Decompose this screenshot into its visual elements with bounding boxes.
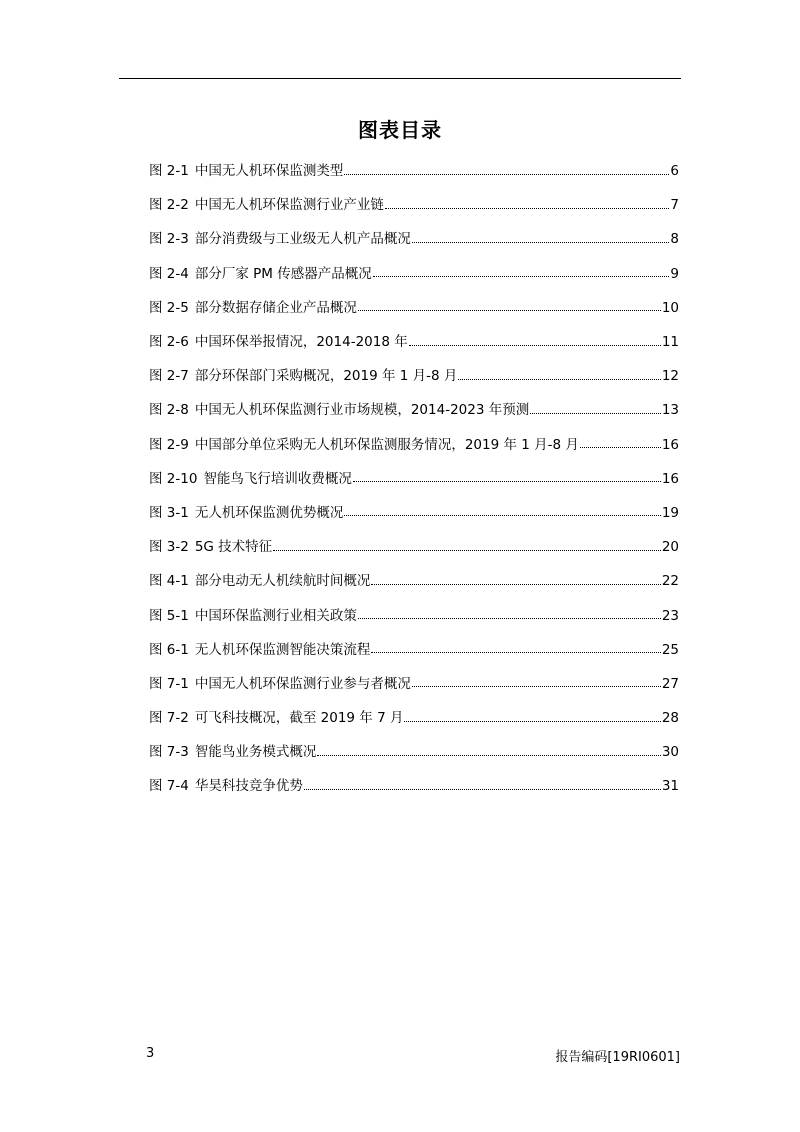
- page-reference: 11: [661, 334, 679, 351]
- toc-entry-label: [149, 537, 272, 557]
- toc-entry-label: [149, 366, 457, 386]
- dot-leader: [358, 618, 661, 619]
- toc-entry-label: [149, 332, 408, 352]
- figure-number: 图 2-5: [149, 299, 189, 316]
- dot-leader: [412, 686, 661, 687]
- toc-entry[interactable]: [149, 188, 679, 222]
- figure-title: 中国无人机环保监测行业参与者概况: [194, 675, 411, 692]
- figure-number: 图 2-3: [149, 231, 189, 248]
- page-reference: 28: [661, 710, 679, 727]
- dot-leader: [317, 755, 660, 756]
- dot-leader: [273, 550, 661, 551]
- dot-leader: [385, 208, 670, 209]
- figure-number: 图 2-8: [149, 402, 189, 419]
- toc-entry-label: [149, 571, 370, 591]
- dot-leader: [404, 721, 660, 722]
- figure-title: 智能鸟业务模式概况: [194, 744, 317, 761]
- figure-title: 华昊科技竞争优势: [194, 778, 303, 795]
- figure-toc-list: [149, 154, 679, 804]
- toc-entry[interactable]: [149, 462, 679, 496]
- figure-number: 图 4-1: [149, 573, 189, 590]
- figure-title: 部分消费级与工业级无人机产品概况: [194, 231, 411, 248]
- figure-title: 中国环保举报情况，2014-2018 年: [194, 334, 408, 351]
- toc-entry-label: [149, 264, 372, 284]
- figure-number: 图 7-1: [149, 675, 189, 692]
- figure-title: 中国无人机环保监测行业市场规模，2014-2023 年预测: [194, 402, 530, 419]
- page-reference: 8: [670, 231, 679, 248]
- figure-number: 图 3-2: [149, 539, 189, 556]
- toc-entry[interactable]: [149, 769, 679, 803]
- toc-entry[interactable]: [149, 325, 679, 359]
- figure-title: 中国部分单位采购无人机环保监测服务情况，2019 年 1 月-8 月: [194, 436, 579, 453]
- toc-entry-label: [149, 469, 352, 489]
- toc-entry[interactable]: [149, 359, 679, 393]
- toc-entry[interactable]: [149, 598, 679, 632]
- figure-number: 图 2-6: [149, 334, 189, 351]
- figure-title: 无人机环保监测智能决策流程: [194, 641, 371, 658]
- page-reference: 16: [661, 436, 679, 453]
- page-reference: 7: [670, 197, 679, 214]
- toc-entry[interactable]: [149, 530, 679, 564]
- dot-leader: [412, 242, 670, 243]
- figure-number: 图 2-10: [149, 470, 198, 487]
- page-reference: 31: [661, 778, 679, 795]
- toc-entry[interactable]: [149, 291, 679, 325]
- page-reference: 16: [661, 470, 679, 487]
- toc-entry-label: [149, 776, 303, 796]
- toc-entry[interactable]: [149, 633, 679, 667]
- toc-entry-label: [149, 229, 411, 249]
- page-reference: 30: [661, 744, 679, 761]
- page-reference: 12: [661, 368, 679, 385]
- figure-number: 图 7-4: [149, 778, 189, 795]
- dot-leader: [371, 652, 660, 653]
- dot-leader: [371, 584, 660, 585]
- dot-leader: [580, 447, 661, 448]
- figure-number: 图 2-7: [149, 368, 189, 385]
- toc-entry[interactable]: [149, 701, 679, 735]
- toc-entry[interactable]: [149, 154, 679, 188]
- toc-entry[interactable]: [149, 393, 679, 427]
- figure-title: 智能鸟飞行培训收费概况: [203, 470, 352, 487]
- toc-entry-label: [149, 674, 411, 694]
- toc-entry-label: [149, 161, 343, 181]
- figure-number: 图 7-3: [149, 744, 189, 761]
- page-reference: 27: [661, 675, 679, 692]
- figure-title: 中国无人机环保监测行业产业链: [194, 197, 384, 214]
- page-reference: 22: [661, 573, 679, 590]
- figure-number: 图 2-1: [149, 163, 189, 180]
- figure-title: 部分环保部门采购概况，2019 年 1 月-8 月: [194, 368, 458, 385]
- toc-entry-label: [149, 742, 316, 762]
- figure-title: 部分电动无人机续航时间概况: [194, 573, 371, 590]
- page-reference: 13: [661, 402, 679, 419]
- dot-leader: [530, 413, 661, 414]
- toc-entry[interactable]: [149, 667, 679, 701]
- footer-report-code: 报告编码[19RI0601]: [555, 1050, 680, 1065]
- dot-leader: [409, 345, 661, 346]
- footer-page-number: 3: [146, 1046, 155, 1061]
- toc-entry-label: [149, 606, 357, 626]
- toc-entry-label: [149, 708, 403, 728]
- dot-leader: [358, 310, 661, 311]
- page-reference: 20: [661, 539, 679, 556]
- figure-title: 可飞科技概况，截至 2019 年 7 月: [194, 710, 404, 727]
- page-reference: 19: [661, 504, 679, 521]
- figure-number: 图 6-1: [149, 641, 189, 658]
- toc-entry-label: [149, 435, 579, 455]
- toc-entry[interactable]: [149, 496, 679, 530]
- toc-entry-label: [149, 640, 370, 660]
- toc-entry-label: [149, 503, 343, 523]
- figure-number: 图 2-2: [149, 197, 189, 214]
- figure-title: 无人机环保监测优势概况: [194, 504, 344, 521]
- toc-entry-label: [149, 400, 529, 420]
- dot-leader: [344, 515, 660, 516]
- figure-title: 中国无人机环保监测类型: [194, 163, 344, 180]
- page-reference: 6: [670, 163, 679, 180]
- toc-entry[interactable]: [149, 735, 679, 769]
- toc-entry[interactable]: [149, 222, 679, 256]
- toc-entry-label: [149, 195, 384, 215]
- page-title: 图表目录: [358, 118, 442, 142]
- figure-title: 中国环保监测行业相关政策: [194, 607, 357, 624]
- page-reference: 23: [661, 607, 679, 624]
- toc-entry-label: [149, 298, 357, 318]
- dot-leader: [373, 276, 670, 277]
- figure-title: 部分厂家 PM 传感器产品概况: [194, 265, 372, 282]
- dot-leader: [344, 174, 669, 175]
- toc-entry[interactable]: [149, 428, 679, 462]
- figure-number: 图 2-4: [149, 265, 189, 282]
- figure-number: 图 3-1: [149, 504, 189, 521]
- toc-entry[interactable]: [149, 564, 679, 598]
- dot-leader: [353, 481, 661, 482]
- figure-title: 部分数据存储企业产品概况: [194, 299, 357, 316]
- figure-number: 图 2-9: [149, 436, 189, 453]
- page-reference: 10: [661, 299, 679, 316]
- page-reference: 25: [661, 641, 679, 658]
- dot-leader: [304, 789, 661, 790]
- figure-number: 图 7-2: [149, 710, 189, 727]
- page-reference: 9: [670, 265, 679, 282]
- figure-number: 图 5-1: [149, 607, 189, 624]
- figure-title: 5G 技术特征: [194, 539, 273, 556]
- toc-entry[interactable]: [149, 257, 679, 291]
- header-divider: [119, 78, 681, 79]
- dot-leader: [458, 379, 660, 380]
